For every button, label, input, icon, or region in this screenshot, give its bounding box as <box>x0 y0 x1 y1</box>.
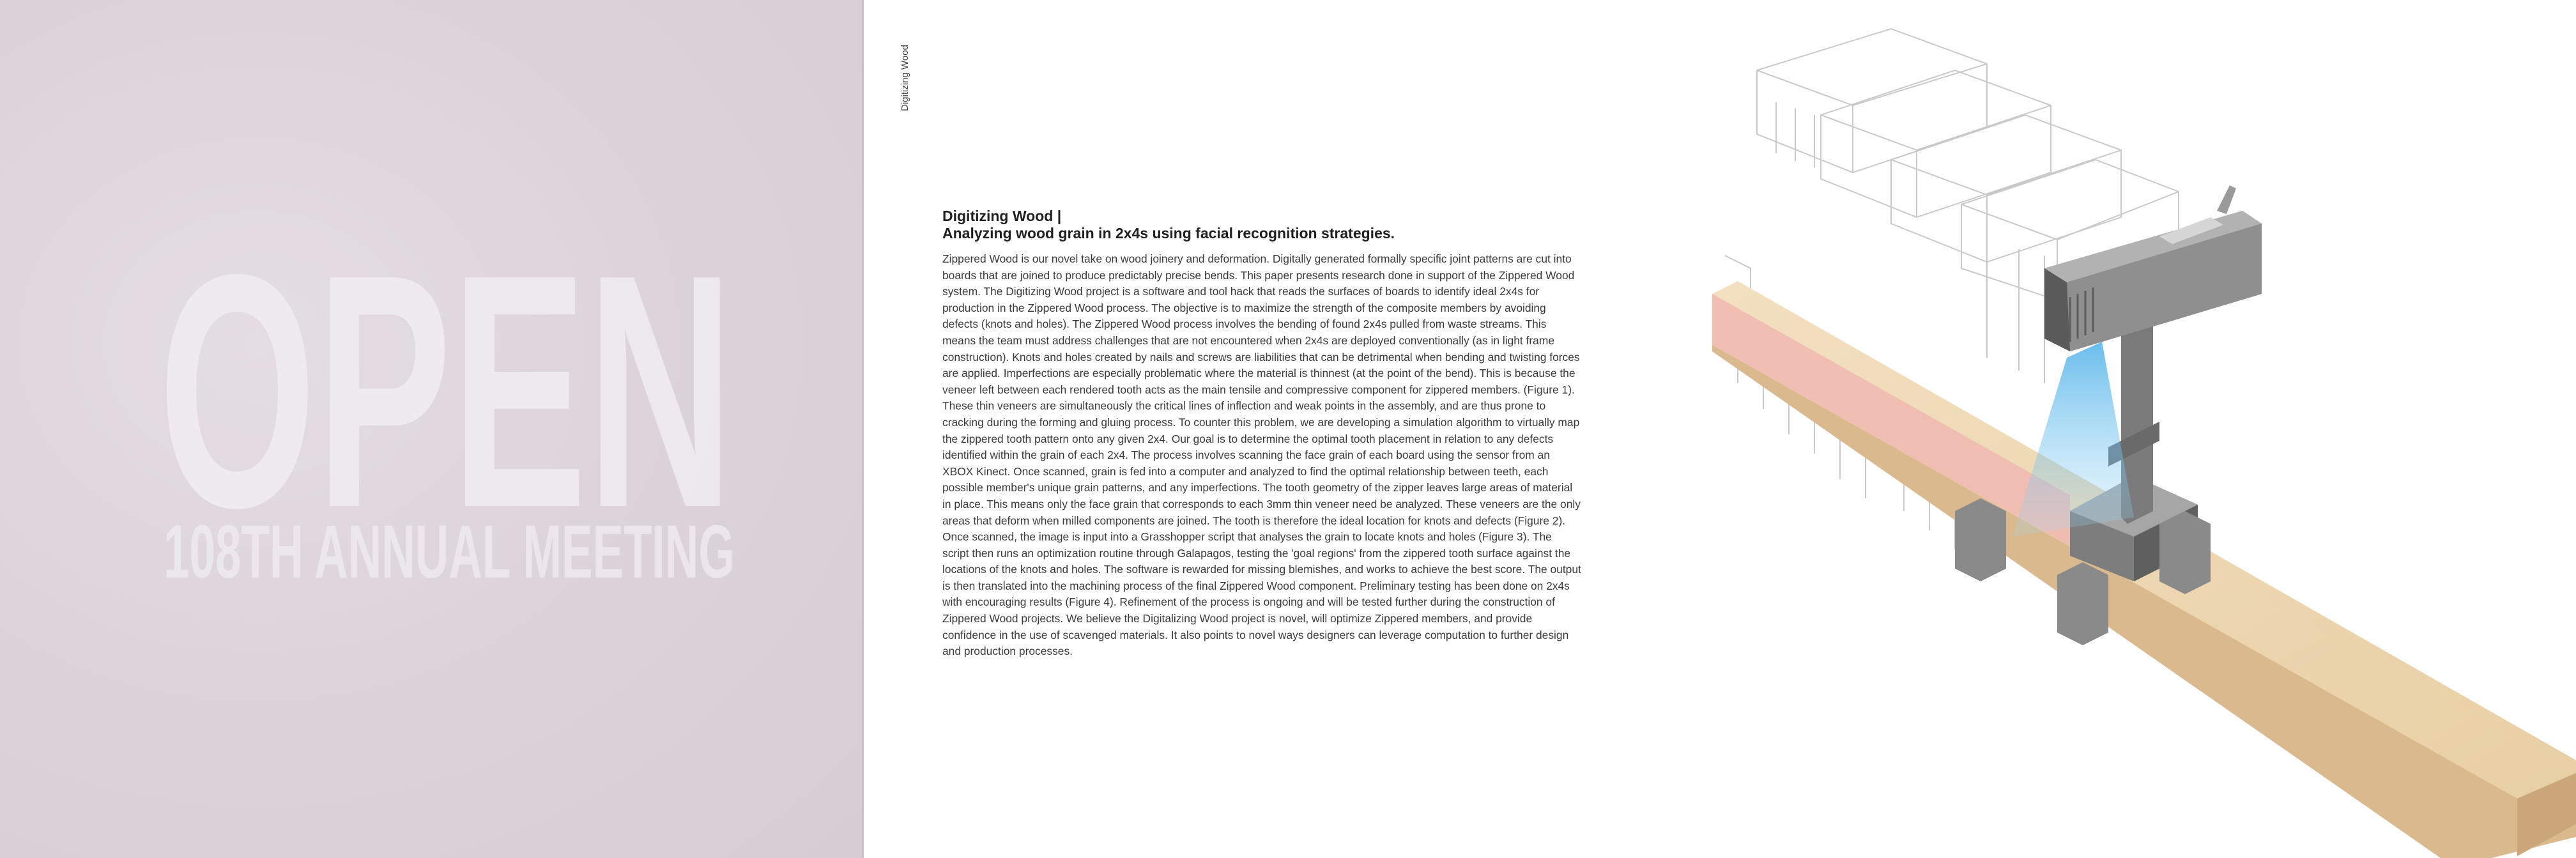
article-body: Zippered Wood is our novel take on wood joinery and deformation. Digitally generated formally specific joint patterns are cut into boards that are joined to produce predictably precise bends. This paper presents research done in support of the Zippered Wood system. The Digitizing Wood project is a software and tool hack that reads the surfaces of boards to identify ideal 2x4s for production in the Zippered Wood process. The objective is to maximize the strength of the composite members by avoiding defects (knots and holes). The Zippered Wood process involves the bending of found 2x4s pulled from waste streams. This means the team must address challenges that are not encountered when 2x4s are deployed conventionally (as in light frame construction). Knots and holes created by nails and screws are liabilities that can be detrimental when bending and twisting forces are applied. Imperfections are especially problematic where the material is thinnest (at the point of the bend). This is because the veneer left between each rendered tooth acts as the main tensile and compressive component for zippered members. (Figure 1). These thin veneers are simultaneously the critical lines of inflection and weak points in the assembly, and are thus prone to cracking during the forming and gluing process. To counter this problem, we are developing a simulation algorithm to virtually map the zippered tooth pattern onto any given 2x4. Our goal is to determine the optimal tooth placement in relation to any defects identified within the grain of each 2x4. The process involves scanning the face grain of each board using the sensor from an XBOX Kinect. Once scanned, grain is fed into a computer and analyzed to find the optimal relationship between teeth, each possible member's unique grain patterns, and any imperfections. The tooth geometry of the zipper leaves large areas of material in place. This means only the face grain that corresponds to each 3mm thin veneer need be analyzed. These veneers are the only areas that deform when milled components are joined. The tooth is therefore the ideal location for knots and defects (Figure 2). Once scanned, the image is input into a Grasshopper script that analyses the grain to locate knots and holes (Figure 3). The script then runs an optimization routine through Galapagos, testing the 'goal regions' from the zippered tooth surface against the locations of the knots and holes. The software is rewarded for missing blemishes, and works to achieve the best score. The output is then translated into the machining process of the final Zippered Wood component. Preliminary testing has been done on 2x4s with encouraging results (Figure 4). Refinement of the process is ongoing and will be tested further during the construction of Zippered Wood projects. We believe the Digitalizing Wood project is novel, will optimize Zippered members, and provide confidence in the use of scavenged materials. It also points to novel ways designers can leverage computation to further design and production processes. <box>942 252 1581 658</box>
article-title <box>942 208 1581 242</box>
article-title-line1: Digitizing Wood | <box>942 208 1062 224</box>
cover-panel <box>0 0 862 858</box>
page-gutter <box>862 0 864 858</box>
svg-text:108TH ANNUAL MEETING: 108TH ANNUAL MEETING <box>164 519 735 589</box>
scan-beam <box>2012 342 2134 537</box>
scanned-region <box>1712 294 2070 546</box>
svg-text:OPEN: OPEN <box>158 230 733 524</box>
cover-headline <box>158 230 733 524</box>
article-title-line2: Analyzing wood grain in 2x4s using facial recognition strategies. <box>942 225 1395 241</box>
kinect-sensor <box>2044 185 2262 351</box>
scanner-illustration <box>1712 26 2576 858</box>
running-title <box>900 37 912 165</box>
cover-subheadline <box>164 519 735 589</box>
article <box>942 208 1581 660</box>
running-title-text: Digitizing Wood <box>900 45 910 111</box>
